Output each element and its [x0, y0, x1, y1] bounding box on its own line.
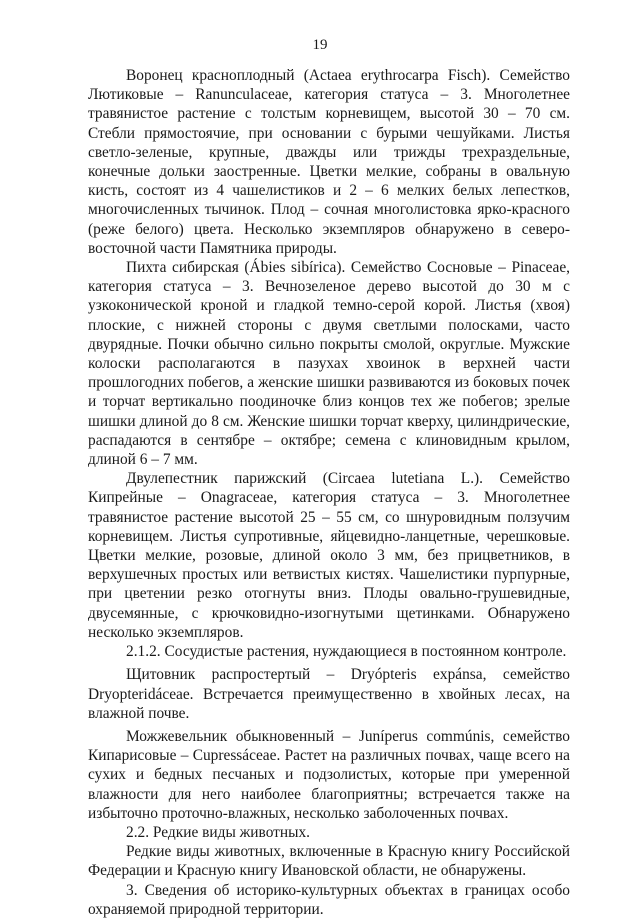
- paragraph-dryopteris: Щитовник распростертый – Dryópteris expánsa, семейство Dryopteridáceae. Встречается преимущественно в хвойных лесах, на влажной почве.: [88, 666, 570, 722]
- paragraph-juniperus: Можжевельник обыкновенный – Juníperus commúnis, семейство Кипарисовые – Cupressáceae. Растет на различных почвах, чаще всего на сухих и бедных песчаных и подзолистых, которые при умеренной влажности для него наиболее благоприятны; встречается также на избыточно проточно-влажных, несколько заболоченных почвах.: [88, 727, 570, 822]
- section-heading-2-1-2: 2.1.2. Сосудистые растения, нуждающиеся в постоянном контроле.: [126, 643, 567, 661]
- page-number: 19: [312, 37, 328, 53]
- section-heading-3: 3. Сведения об историко-культурных объектах в границах особо охраняемой природной территории.: [88, 881, 570, 918]
- paragraph-circaea: Двулепестник парижский (Circaea lutetiana L.). Семейство Кипрейные – Onagraceae, категория статуса – 3. Многолетнее травянистое растение высотой 25 – 55 см, со шнуровидным ползучим корневищем. Листья супротивные, яйцевидно-ланцетные, черешковые. Цветки мелкие, розовые, длиной около 3 мм, без прицветников, в верхушечных простых или ветвистых кистях. Чашелистики пурпурные, при цветении резко отогнуты вниз. Плоды овально-грушевидные, двусемянные, с крючковидно-изогнутыми щетинками. Обнаружено несколько экземпляров.: [88, 470, 570, 641]
- section-heading-2-2: 2.2. Редкие виды животных.: [126, 823, 311, 841]
- paragraph-abies: Пихта сибирская (Ábies sibírica). Семейство Сосновые – Pinaceae, категория статуса – 3. Вечнозеленое дерево высотой до 30 м с узкоконической кроной и гладкой темно-серой корой. Листья (хвоя) плоские, с нижней стороны с двумя светлыми полосками, часто двурядные. Почки обычно сильно покрыты смолой, округлые. Мужские колоски располагаются в пазухах хвоинок в верхней части прошлогодних побегов, а женские шишки развиваются из боковых почек и торчат вертикально поодиночке близ концов тех же побегов; зрелые шишки длиной до 8 см. Женские шишки торчат кверху, цилиндрические, распадаются в сентябре – октябре; семена с клиновидным крылом, длиной 6 – 7 мм.: [88, 259, 570, 469]
- document-body: [88, 66, 570, 919]
- paragraph-actaea: Воронец краснoплодный (Actaea erythrocarpa Fisch). Семейство Лютиковые – Ranunculaceae, категория статуса – 3. Многолетнее травянистое растение с толстым корневищем, высотой 30 – 70 см. Стебли прямостоячие, при основании с бурыми чешуйками. Листья светло-зеленые, крупные, дважды или трижды трехраздельные, конечные дольки заостренные. Цветки мелкие, собраны в овальную кисть, состоят из 4 чашелистиков и 2 – 6 мелких белых лепестков, многочисленных тычинок. Плод – сочная многолистовка ярко-красного (реже белого) цвета. Несколько экземпляров обнаружено в северо-восточной части Памятника природы.: [88, 67, 570, 257]
- paragraph-animals: Редкие виды животных, включенные в Красную книгу Российской Федерации и Красную книгу Ивановской области, не обнаружены.: [88, 843, 570, 880]
